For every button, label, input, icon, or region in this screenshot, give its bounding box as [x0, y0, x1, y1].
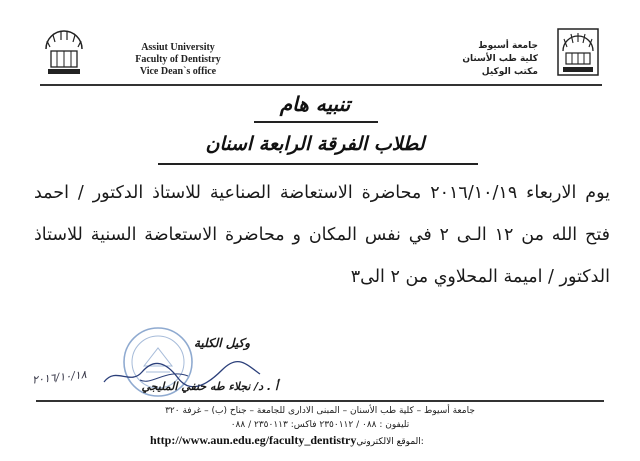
- notice-subtitle: لطلاب الفرقة الرابعة اسنان: [205, 133, 425, 155]
- title-underline: [254, 121, 378, 123]
- university-logo-ar: [556, 27, 600, 77]
- signature-title: وكيل الكلية: [193, 336, 250, 350]
- header-divider: [40, 84, 602, 86]
- en-faculty: Faculty of Dentistry: [135, 54, 221, 65]
- footer-address: جامعة أسيوط – كلية طب الأسنان – المبنى الادارى للجامعة – جناح (ب) – غرفة ٣٢٠: [165, 406, 475, 416]
- english-header: [103, 42, 253, 78]
- footer-website: [150, 433, 490, 448]
- notice-body: يوم الاربعاء ٢٠١٦/١٠/١٩ محاضرة الاستعاضة الصناعية للاستاذ الدكتور / احمد فتح الله من ١٢ الـى ٢ في نفس المكان و محاضرة الاستعاضة السنية للاستاذ الدكتور / اميمة المحلاوي من ٢ الى٣: [34, 183, 610, 287]
- university-logo: [42, 27, 86, 77]
- website-link[interactable]: http://www.aun.edu.eg/faculty_dentistry: [150, 433, 357, 447]
- arabic-header: [400, 40, 538, 79]
- en-university: Assiut University: [141, 42, 215, 53]
- ar-faculty: كلية طب الأسنان: [462, 54, 538, 64]
- subtitle-underline: [158, 163, 478, 165]
- signature-date: ٢٠١٦/١٠/١٨: [31, 367, 88, 387]
- footer-phones: تليفون : ٠٨٨ / ٢٣٥٠١١٢ فاكس: ٢٣٥٠١١٣ / ٠٨٨: [230, 420, 410, 430]
- ar-office: مكتب الوكيل: [481, 67, 538, 77]
- footer-divider: [36, 400, 604, 402]
- ar-university: جامعة أسيوط: [478, 41, 538, 51]
- notice-title: تنبيه هام: [279, 92, 351, 116]
- website-label: الموقع الالكتروني:: [356, 437, 424, 447]
- en-office: Vice Dean`s office: [139, 66, 217, 77]
- signatory-name: أ . د/ نجلاء طه حنفي المليجي: [141, 380, 278, 393]
